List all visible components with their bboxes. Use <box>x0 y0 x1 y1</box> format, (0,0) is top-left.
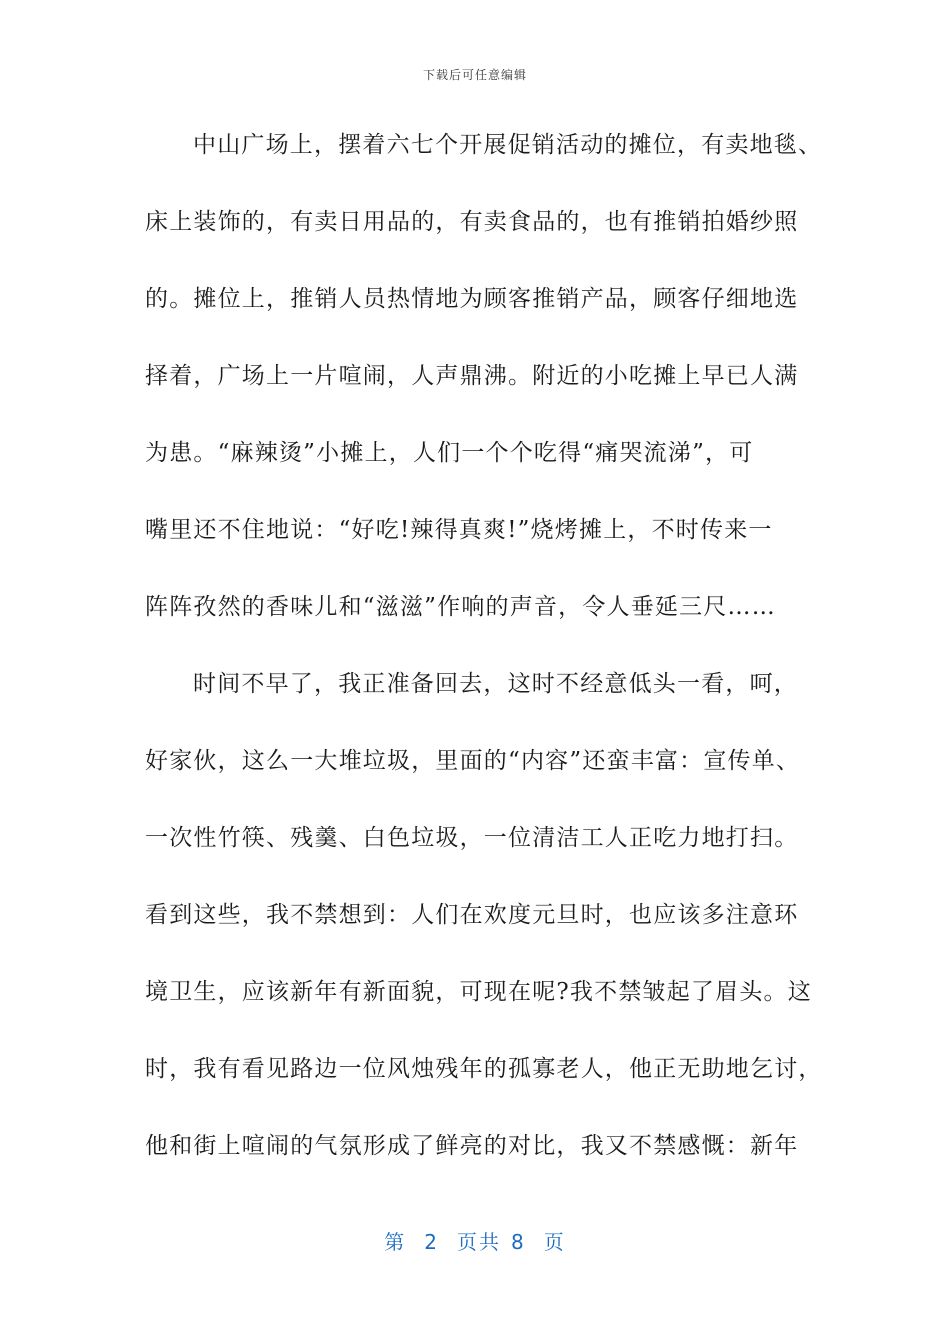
paragraph-line: 择着，广场上一片喧闹，人声鼎沸。附近的小吃摊上早已人满 <box>145 363 799 389</box>
paragraph-line: 嘴里还不住地说：“好吃!辣得真爽!”烧烤摊上，不时传来一 <box>145 517 773 543</box>
paragraph-line: 床上装饰的，有卖日用品的，有卖食品的，也有推销拍婚纱照 <box>145 209 799 235</box>
paragraph-line: 他和街上喧闹的气氛形成了鲜亮的对比，我又不禁感慨：新年 <box>145 1133 799 1159</box>
body-text <box>145 123 823 1201</box>
paragraph-line: 时，我有看见路边一位风烛残年的孤寡老人，他正无助地乞讨， <box>145 1056 823 1082</box>
paragraph-line: 为患。“麻辣烫”小摊上，人们一个个吃得“痛哭流涕”，可 <box>145 440 754 466</box>
page-prefix: 第 <box>384 1230 407 1254</box>
paragraph-line: 的。摊位上，推销人员热情地为顾客推销产品，顾客仔细地选 <box>145 286 799 312</box>
paragraph-line: 看到这些，我不禁想到：人们在欢度元旦时，也应该多注意环 <box>145 902 799 928</box>
page-footer <box>0 1226 950 1255</box>
paragraph-line: 境卫生，应该新年有新面貌，可现在呢?我不禁皱起了眉头。这 <box>145 979 812 1005</box>
header-note: 下载后可任意编辑 <box>422 68 527 82</box>
paragraph-line: 阵阵孜然的香味儿和“滋滋”作响的声音，令人垂延三尺…… <box>145 594 776 620</box>
paragraph-line: 中山广场上，摆着六七个开展促销活动的摊位，有卖地毯、 <box>193 132 823 158</box>
paragraph-line: 好家伙，这么一大堆垃圾，里面的“内容”还蛮丰富：宣传单、 <box>145 748 801 774</box>
current-page-number: 2 <box>424 1230 439 1254</box>
paragraph-line: 一次性竹筷、残羹、白色垃圾，一位清洁工人正吃力地打扫。 <box>145 825 799 851</box>
page-mid: 页共 <box>457 1230 501 1254</box>
total-pages-number: 8 <box>511 1230 526 1254</box>
paragraph-line: 时间不早了，我正准备回去，这时不经意低头一看，呵， <box>193 671 798 697</box>
page-suffix: 页 <box>543 1230 566 1254</box>
